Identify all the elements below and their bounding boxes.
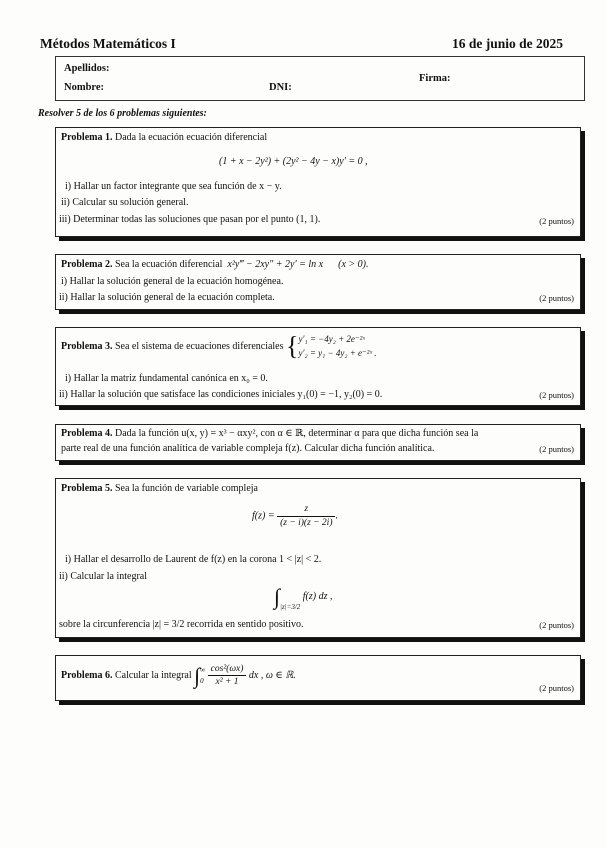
integral-sign: ∫	[274, 584, 281, 609]
problem-1-intro: Dada la ecuación ecuación diferencial	[114, 132, 268, 143]
dni-label: DNI:	[269, 82, 292, 93]
problem-5-points: (2 puntos)	[539, 620, 574, 630]
problem-2-title: Problema 2.	[61, 259, 113, 270]
problem-5-function: f(z) = $\frac{z}{(z - i)(z - 2i)}$ .	[252, 504, 338, 528]
problem-6-intro: Calcular la integral	[114, 670, 192, 682]
problem-3-system	[299, 333, 377, 360]
course-title: Métodos Matemáticos I	[40, 36, 176, 51]
problem-5-item-1: i) Hallar el desarrollo de Laurent de f(z) en la corona 1 < |z| < 2.	[65, 554, 322, 565]
problem-3-points: (2 puntos)	[539, 390, 574, 400]
problem-3-item-1: i) Hallar la matriz fundamental canónica en x₀ = 0.	[65, 373, 268, 384]
apellidos-label: Apellidos:	[64, 63, 110, 74]
problem-4-line-1: Dada la función u(x, y) = x³ − αxy², con α ∈ ℝ, determinar α para que dicha función sea la	[114, 428, 479, 439]
problem-5-intro: Sea la función de variable compleja	[114, 483, 258, 494]
problem-5-closing: sobre la circunferencia |z| = 3/2 recorrida en sentido positivo.	[59, 619, 304, 630]
problem-2-item-2: ii) Hallar la solución general de la ecuación completa.	[59, 292, 275, 303]
integral-limits: ∞ 0	[200, 665, 206, 685]
system-eq-2: y′₂ = y₁ − 4y₂ + e⁻²ˣ .	[298, 347, 377, 358]
problem-6	[55, 655, 581, 701]
problem-2-equation: x²y‴ − 2xy″ + 2y′ = ln x	[227, 259, 324, 270]
problem-1-item-3: iii) Determinar todas las soluciones que pasan por el punto (1, 1).	[59, 214, 321, 225]
problem-3-title: Problema 3.	[61, 340, 113, 352]
problem-6-title: Problema 6.	[61, 670, 113, 682]
problem-3-item-2: ii) Hallar la solución que satisface las condiciones iniciales y₁(0) = −1, y₂(0) = 0.	[59, 389, 383, 400]
integral-sign-6: ∫	[194, 663, 201, 688]
problem-5-title: Problema 5.	[61, 483, 113, 494]
problem-2-item-1: i) Hallar la solución general de la ecuación homogénea.	[61, 276, 284, 287]
problem-1-points: (2 puntos)	[539, 216, 574, 226]
problem-1-item-2: ii) Calcular su solución general.	[61, 197, 189, 208]
problem-3-intro: Sea el sistema de ecuaciones diferenciales	[114, 340, 284, 352]
instructions: Resolver 5 de los 6 problemas siguientes:	[38, 108, 207, 119]
firma-label: Firma:	[419, 73, 451, 84]
problem-2-intro: Sea la ecuación diferencial	[114, 259, 223, 270]
problem-2-points: (2 puntos)	[539, 293, 574, 303]
problem-1	[55, 127, 581, 237]
problem-6-fraction: $\frac{\text{cos²(ωx)}}{\text{x² + 1}}$	[208, 663, 247, 690]
problem-3	[55, 327, 581, 406]
problem-4-points: (2 puntos)	[539, 444, 574, 454]
problem-6-points: (2 puntos)	[539, 683, 574, 693]
problem-1-item-1: i) Hallar un factor integrante que sea función de x − y.	[65, 181, 282, 192]
problem-2	[55, 254, 581, 310]
problem-5-fraction: $\frac{z}{(z - i)(z - 2i)}$	[277, 503, 335, 530]
problem-2-condition: (x > 0).	[338, 259, 369, 270]
problem-1-title: Problema 1.	[61, 132, 113, 143]
problem-6-end: dx , ω ∈ ℝ.	[248, 670, 296, 682]
problem-1-equation: (1 + x − 2y²) + (2y² − 4y − x)y′ = 0 ,	[219, 156, 368, 167]
exam-date: 16 de junio de 2025	[452, 36, 564, 51]
system-brace: {	[286, 331, 299, 361]
student-id-box	[55, 56, 585, 101]
problem-4	[55, 424, 581, 461]
nombre-label: Nombre:	[64, 82, 105, 93]
problem-5	[55, 478, 581, 638]
problem-5-integral: $\int_{|z|=3/2}$ f(z) dz ,	[274, 584, 333, 612]
system-eq-1: y′₁ = −4y₂ + 2e⁻²ˣ	[298, 334, 365, 344]
problem-4-title: Problema 4.	[61, 428, 113, 439]
problem-5-item-2: ii) Calcular la integral	[59, 571, 148, 582]
problem-4-line-2: parte real de una función analítica de variable compleja f(z). Calcular dicha función analítica.	[61, 443, 435, 454]
